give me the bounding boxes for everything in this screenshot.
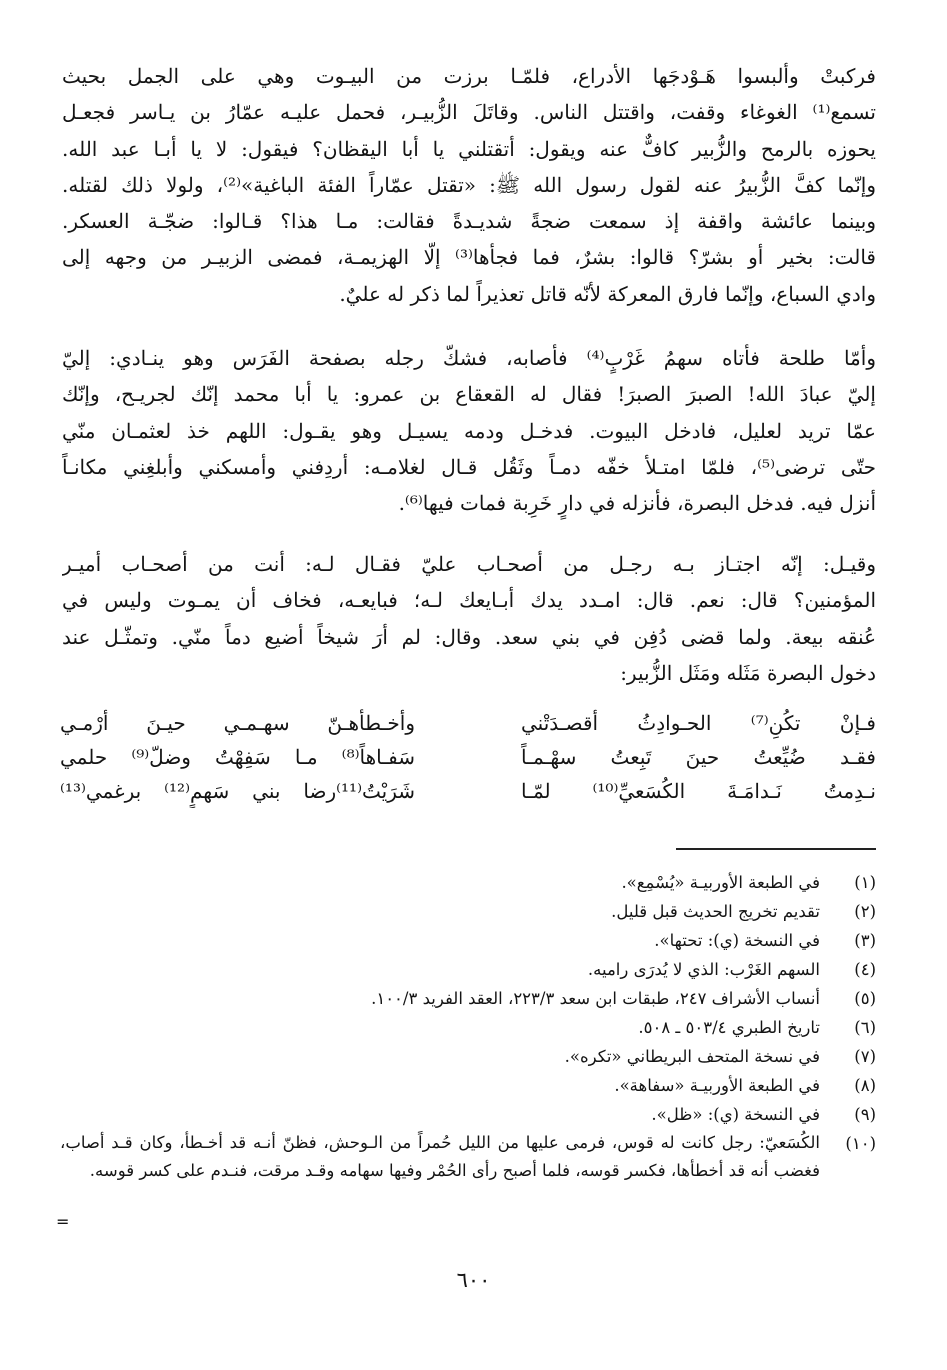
verse-line	[60, 706, 876, 740]
footnote-number: (١٠)	[845, 1134, 876, 1153]
text-line: قالت: بخير أو بشرّ؟ قالوا: بشرٌ، فما فجأها⁽³⁾ إلّا الهزيمـة، فمضى الزبيـر من وجهه إلى	[62, 245, 876, 270]
footnote-number: (٣)	[854, 931, 876, 950]
footnote-text: في نسخة المتحف البريطاني «تكره».	[564, 1047, 820, 1066]
text-line: وقيـل: إنّه اجتـاز بـه رجـل من أصحـاب عليّ فقـال لـه: أنت من أصحـاب أميـر	[62, 552, 876, 576]
continuation-mark: =	[56, 1212, 70, 1231]
text-line: تسمع⁽¹⁾ الغوغاء وقفت، واقتتل الناس. وقاتَلَ الزُّبيـر، فحمل عليـه عمّارُ بن يـاسر فجعـل	[62, 100, 876, 125]
verse-second-hemistich: سَفـاهاً⁽⁸⁾ مـا سَفِهْتُ وضلّ⁽⁹⁾ حلمي	[60, 745, 415, 769]
text-line: المؤمنين؟ قال: نعم. قال: امـدد يدك أبـايعك لـه؛ فبايعـه، فخاف أن يمـوت وليس في	[62, 588, 876, 613]
footnote-text: في النسخة (ي): «ظل».	[651, 1105, 820, 1124]
footnote-text: الكُسَعيّ: رجل كانت له قوس، فرمى عليها من الليل حُمراً من الـوحش، فظنّ أنـه قد أخـطأ، وكان قـد أصاب، فغضب أنه قد أخطأها، فكسر قوسه، فلما أصبح رأى الحُمْر وفيها سهامه وقـد مرقت، فنـدم على كسر قوسه.	[60, 1133, 820, 1180]
verse-second-hemistich: وأخـطأهـنّ سهـمـي حيـنَ أرْمـي	[60, 711, 415, 735]
text-line: عمّا تريد لعليل، فادخل البيوت. فدخـل ودمه يسيـل وهو يقـول: اللهم خذ لعثمـان منّي	[62, 418, 876, 443]
text-line: وبينما عائشة واقفة إذ سمعت ضجةً شديـدةً فقالت: مـا هذا؟ قـالوا: ضجّـة العسكر.	[62, 209, 876, 234]
footnote	[60, 1042, 876, 1071]
verse-first-hemistich: نـدِمتُ نَـدامَـةَ الكُسَعيِّ⁽¹⁰⁾ لمّـا	[521, 779, 876, 803]
paragraph-1	[62, 58, 876, 312]
footnotes	[60, 868, 876, 1185]
text-line: وإنّما كفَّ الزُّبيرُ عنه لقول رسول الله ﷺ: «تقتل عمّاراً الفئة الباغية»⁽²⁾، ولولا ذلك لقتله.	[62, 172, 876, 197]
text-line: عُنقه بيعة. ولما قضى دُفِن في بني سعد. وقال: لم أرَ شيخاً أضيع دماً منّي. وتمثّـل عند	[62, 624, 876, 649]
footnote-text: تاريخ الطبري ٥٠٣/٤ ـ ٥٠٨.	[638, 1018, 820, 1037]
footnote	[60, 868, 876, 897]
text-line: حتّى ترضى⁽⁵⁾، فلمّا امتـلأ خفّه دمـاً وثَقُل قـال لغلامـه: أردِفني وأمسكني وأبلغِني مكانـاً	[62, 454, 876, 479]
footnote	[60, 955, 876, 984]
footnote-separator	[676, 848, 876, 850]
footnote-text: السهم الغَرْب: الذي لا يُدرَى راميه.	[587, 960, 820, 979]
footnote	[60, 1129, 876, 1185]
footnote	[60, 926, 876, 955]
verse-line	[60, 740, 876, 774]
footnote	[60, 984, 876, 1013]
text-line: وأمّا طلحة فأتاه سهمُ غَرْبٍ⁽⁴⁾ فأصابه، فشكّ رجله بصفحة الفَرَس وهو ينـادي: إليّ	[62, 346, 876, 370]
footnote	[60, 1013, 876, 1042]
text-line: وادي السباع، وإنّما فارق المعركة لأنّه قاتل تعذيراً لما ذكر له عليٌ.	[339, 281, 876, 306]
footnote-text: تقديم تخريج الحديث قبل قليل.	[611, 902, 820, 921]
page-number: ٦٠٠	[456, 1268, 491, 1292]
verse-first-hemistich: فقـد ضُيِّعتُ حينَ تَبِعتُ سهْـمـاً	[521, 745, 876, 769]
poem-verses	[60, 706, 876, 808]
text-line: أنزل فيه. فدخل البصرة، فأنزله في دارٍ خَرِبة فمات فيها⁽⁶⁾.	[398, 491, 876, 516]
footnote-number: (٤)	[854, 960, 876, 979]
text-line: دخول البصرة مَثَله ومَثَل الزُّبير:	[620, 660, 876, 685]
footnote-number: (٨)	[854, 1076, 876, 1095]
paragraph-2	[62, 340, 876, 521]
text-line: إليّ عبادَ الله! الصبرَ الصبرَ! فقال له القعقاع بن عمرو: يا أبا محمد إنّك لجريـح، وإنّك	[62, 382, 876, 407]
footnote	[60, 1100, 876, 1129]
footnote-number: (١)	[854, 873, 876, 892]
verse-first-hemistich: فـإنْ تكُنِ⁽⁷⁾ الحـوادِثُ أقصـدَتْني	[521, 711, 876, 735]
footnote	[60, 897, 876, 926]
verse-second-hemistich: شَرَيْتُ⁽¹¹⁾رضا بني سَهمٍ⁽¹²⁾ برغمي⁽¹³⁾	[60, 779, 415, 803]
footnote-number: (٧)	[854, 1047, 876, 1066]
footnote-number: (٩)	[854, 1105, 876, 1124]
footnote-text: في النسخة (ي): تحتها».	[654, 931, 820, 950]
footnote-text: في الطبعة الأوربيـة «سفاهة».	[614, 1076, 820, 1095]
text-line: يحوزه بالرمح والزُّبير كافٌّ عنه ويقول: أتقتلني يا أبا اليقظان؟ فيقول: لا يا أبـا عبد الله.	[62, 136, 876, 161]
footnote-text: أنساب الأشراف ٢٤٧، طبقات ابن سعد ٢٢٣/٣، العقد الفريد ١٠٠/٣.	[371, 989, 820, 1008]
footnote	[60, 1071, 876, 1100]
footnote-number: (٦)	[854, 1018, 876, 1037]
footnote-number: (٥)	[854, 989, 876, 1008]
footnote-text: في الطبعة الأوربيـة «يُسْمِع».	[621, 873, 820, 892]
text-line: فركبتْ وألبسوا هَـوْدجَها الأدراع، فلمّـا برزت من البيـوت وهي على الجمل بحيث	[62, 64, 876, 88]
verse-line	[60, 774, 876, 808]
paragraph-3	[62, 546, 876, 691]
footnote-number: (٢)	[854, 902, 876, 921]
